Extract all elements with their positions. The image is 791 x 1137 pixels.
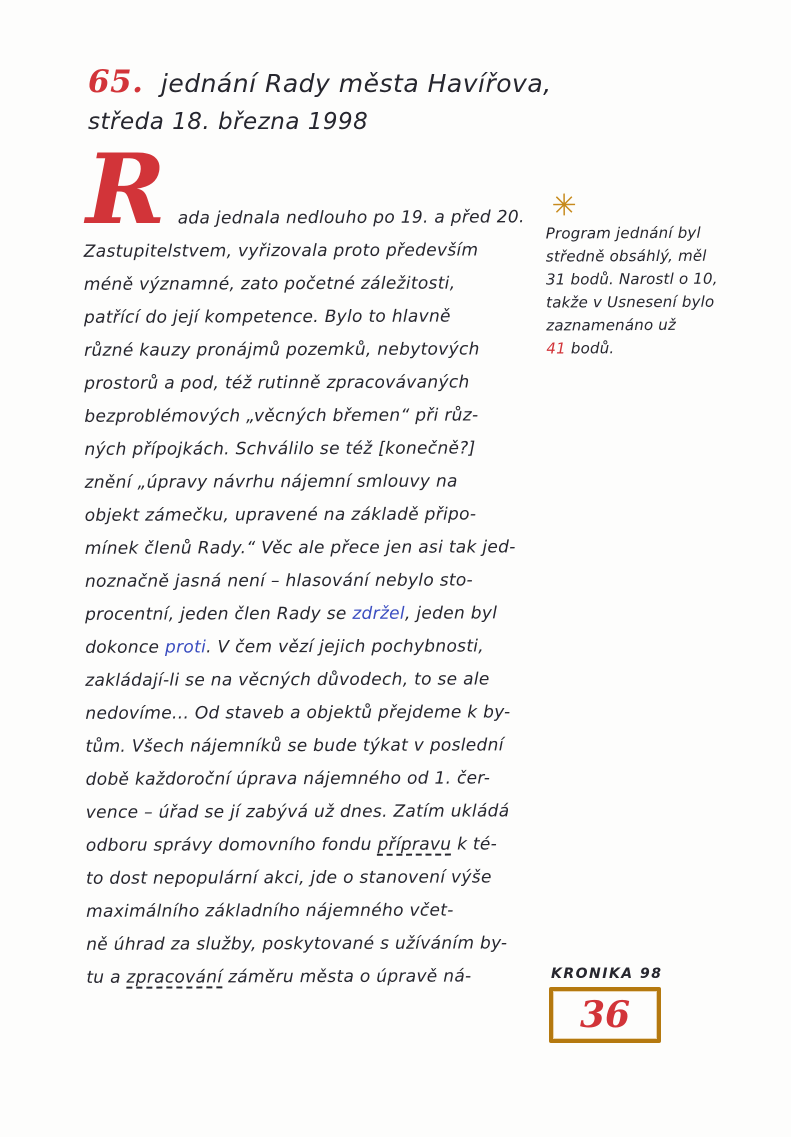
text-line: tům. Všech nájemníků se bude týkat v poslední (85, 735, 504, 757)
body-text (84, 201, 561, 995)
margin-note-text (546, 221, 747, 360)
text-line: noznačně jasná není – hlasování nebylo sto- (84, 570, 474, 592)
drop-cap-initial: R (86, 133, 166, 246)
text-line: vence – úřad se jí zabývá už dnes. Zatím ukládá (85, 801, 510, 823)
text-line: odboru správy domovního fondu přípravu k té- (85, 834, 498, 856)
text-line: to dost nepopulární akci, jde o stanovení výše (85, 867, 492, 889)
text-line: méně významné, zato početné záležitosti, (83, 273, 456, 295)
text-line: zaznamenáno už (546, 315, 677, 335)
text-line: ných přípojkách. Schválilo se též [konečně?] (84, 438, 476, 460)
text-line: ada jednala nedlouho po 19. a před 20. (177, 207, 525, 229)
text-line: maximálního základního nájemného včet- (86, 900, 454, 922)
chronicle-label: KRONIKA 98 (551, 966, 663, 982)
text-line: různé kauzy pronájmů pozemků, nebytových (84, 339, 480, 361)
text-line: patřící do její kompetence. Bylo to hlavně (83, 306, 451, 328)
text-line: procentní, jeden člen Rady se zdržel, jeden byl (85, 603, 498, 625)
text-line: zakládají-li se na věcných důvodech, to se ale (85, 669, 490, 691)
asterisk-icon: ✳ (551, 188, 577, 224)
text-line: 41 bodů. (546, 339, 615, 358)
entry-title-line (88, 64, 552, 100)
text-line: objekt zámečku, upravené na základě připo- (84, 504, 477, 526)
text-line: prostorů a pod, též rutinně zpracovávaných (84, 372, 470, 394)
text-line: takže v Usnesení bylo (546, 292, 715, 312)
entry-date: středa 18. března 1998 (88, 109, 369, 135)
text-line: Zastupitelstvem, vyřizovala proto především (83, 240, 479, 262)
text-line: ně úhrad za služby, poskytované s užíváním by- (86, 933, 508, 955)
margin-note (545, 188, 747, 360)
text-line: mínek členů Rady.“ Věc ale přece jen asi tak jed- (84, 537, 516, 559)
entry-number: 65. (88, 64, 144, 100)
text-line: středně obsáhlý, měl (545, 246, 707, 266)
text-line: době každoroční úprava nájemného od 1. čer- (85, 768, 491, 790)
entry-title: jednání Rady města Havířova, (160, 69, 552, 98)
text-line: znění „úpravy návrhu nájemní smlouvy na (84, 471, 458, 493)
text-line: 31 bodů. Narostl o 10, (545, 269, 718, 289)
page-number: 36 (579, 994, 631, 1036)
text-line: dokonce proti. V čem vězí jejich pochybnosti, (85, 636, 485, 658)
entry-header (88, 64, 552, 135)
text-line: nedovíme... Od staveb a objektů přejdeme k by- (85, 702, 511, 724)
text-line: Program jednání byl (545, 223, 701, 243)
text-line: tu a zpracování záměru města o úpravě ná- (86, 966, 472, 988)
text-line: bezproblémových „věcných břemen“ při růz- (84, 405, 479, 427)
page-number-box (549, 987, 661, 1043)
